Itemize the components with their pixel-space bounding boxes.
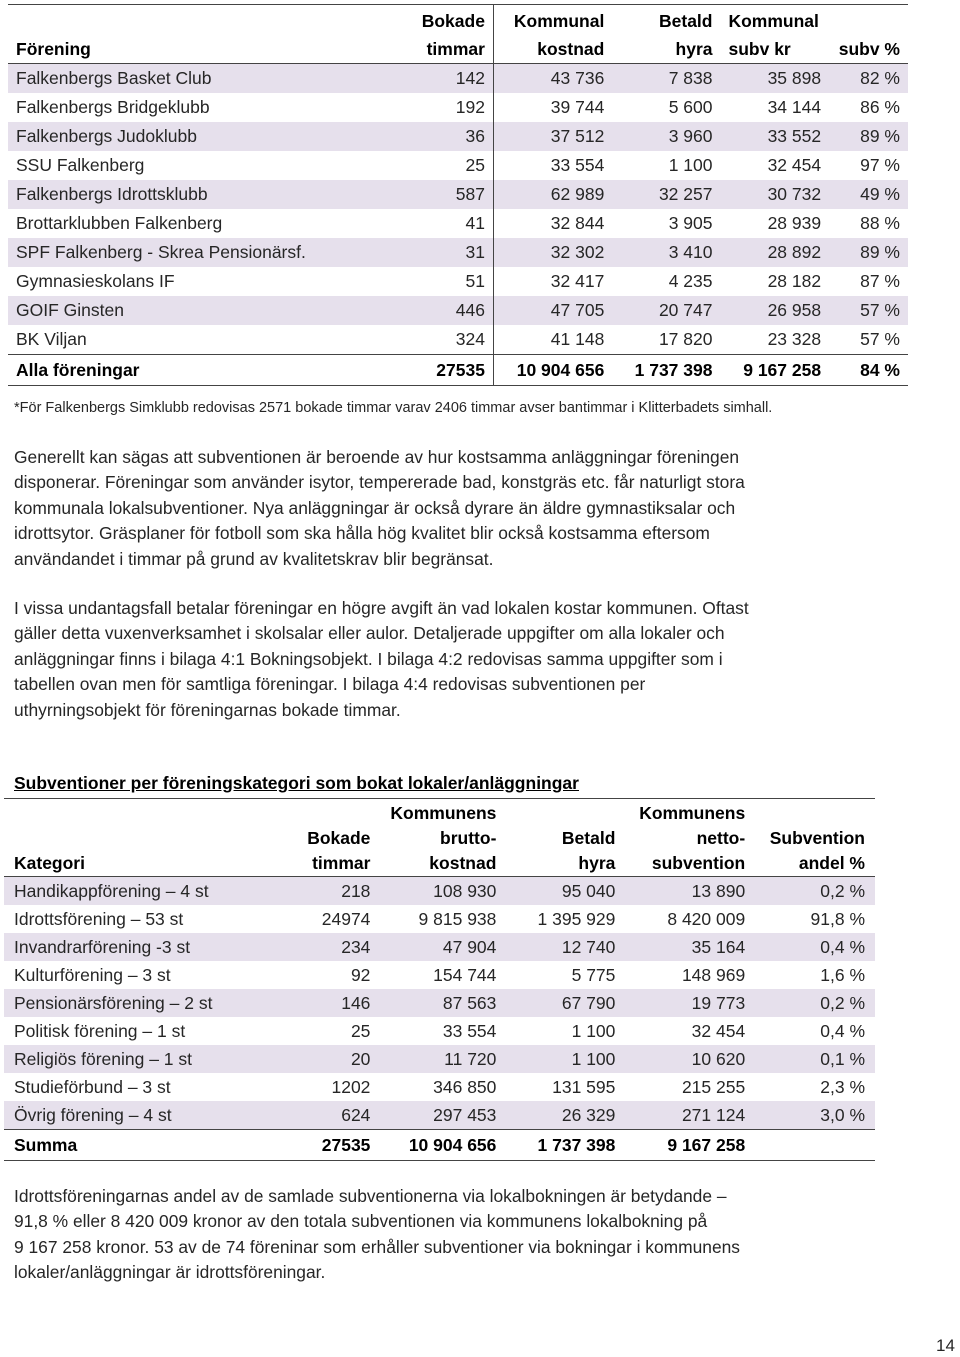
row-label: Pensionärsförening – 2 st [4, 989, 291, 1017]
table-row [4, 1101, 875, 1130]
header-betald-hyra: Betald hyra [506, 799, 625, 877]
row-label: Kulturförening – 3 st [14, 965, 171, 985]
table-row [8, 93, 908, 122]
row-value: 5 600 [668, 97, 713, 117]
header-brutto-kostnad: Kommunens brutto- kostnad [380, 799, 506, 877]
total-timmar: 27535 [412, 355, 493, 386]
row-value: 108 930 [380, 877, 506, 906]
row-value: 62 989 [493, 180, 612, 209]
row-value: 97 % [860, 155, 900, 175]
paragraph-idrottsforeningar: Idrottsföreningarnas andel av de samlade subventionerna via lokalbokningen är betydande – 91,8 % eller 8 420 009 kronor av den totala subventionen via kommunens lokalbokning på 9 167 258 kronor. 53 av de 74 föreninar som erhåller subventioner via bokningar i kommunens lokaler/anläggningar är idrottsföreningar. [14, 1186, 741, 1283]
row-value: 41 [412, 209, 493, 238]
row-value: 32 417 [550, 271, 605, 291]
row-value: 32 454 [691, 1021, 746, 1041]
total-subv-kr: 9 167 258 [720, 355, 829, 386]
row-value: 43 736 [493, 64, 612, 94]
row-value: 19 773 [625, 989, 755, 1017]
row-value: 0,4 % [820, 1021, 865, 1041]
row-value: 146 [291, 989, 381, 1017]
paragraph-undantagsfall: I vissa undantagsfall betalar föreningar en högre avgift än vad lokalen kostar kommunen. Oftast gäller detta vuxenverksamhet i skolsalar eller aulor. Detaljerade uppgifter om alla lokaler och anläggningar finns i bilaga 4:1 Bokningsobjekt. I bilaga 4:2 redovisas samma uppgifter som i tabellen ovan men för samtliga föreningar. I bilaga 4:4 redovisas subventionen per uthyrningsobjekt för föreningarnas bokade timmar. [14, 598, 749, 720]
row-value: 1 395 929 [537, 909, 616, 929]
row-value: 95 040 [506, 877, 625, 906]
row-value: 39 744 [550, 97, 605, 117]
row-value: 1 100 [571, 1021, 616, 1041]
row-label: GOIF Ginsten [8, 296, 412, 325]
row-value: 1,6 % [820, 965, 865, 985]
row-value: 7 838 [612, 64, 720, 94]
total-timmar: 27535 [291, 1130, 381, 1161]
row-value: 346 850 [433, 1077, 497, 1097]
row-value: 35 898 [720, 64, 829, 94]
table-row [8, 180, 908, 209]
row-value: 17 820 [658, 329, 713, 349]
row-value: 88 % [860, 213, 900, 233]
table-row [4, 1017, 875, 1045]
row-value: 0,2 % [755, 877, 875, 906]
table-row [8, 238, 908, 267]
row-label: Invandrarförening -3 st [4, 933, 291, 961]
row-label: Religiös förening – 1 st [4, 1045, 291, 1073]
row-value: 41 148 [550, 329, 605, 349]
table-row [8, 296, 908, 325]
association-subsidy-table [8, 4, 908, 386]
row-value: 20 747 [612, 296, 720, 325]
header-subvention-andel: Subvention andel % [755, 799, 875, 877]
row-label: Handikappförening – 4 st [4, 877, 291, 906]
row-value: 131 595 [552, 1077, 616, 1097]
row-value: 67 790 [506, 989, 625, 1017]
row-value: 587 [412, 180, 493, 209]
row-label: Gymnasieskolans IF [16, 271, 175, 291]
row-value: 33 554 [550, 155, 605, 175]
table-total-row [4, 1130, 875, 1161]
row-value: 1 100 [668, 155, 713, 175]
category-subsidy-table [4, 798, 875, 1161]
row-value: 57 % [860, 329, 900, 349]
row-value: 34 144 [767, 97, 822, 117]
row-value: 1 100 [506, 1045, 625, 1073]
row-value: 31 [412, 238, 493, 267]
row-value: 9 815 938 [418, 909, 497, 929]
row-value: 32 257 [612, 180, 720, 209]
row-value: 2,3 % [820, 1077, 865, 1097]
row-label: Studieförbund – 3 st [14, 1077, 171, 1097]
row-value: 28 892 [720, 238, 829, 267]
row-value: 11 720 [380, 1045, 506, 1073]
table-row [4, 1073, 875, 1101]
row-value: 324 [412, 325, 493, 355]
total-label: Summa [4, 1130, 291, 1161]
row-value: 142 [412, 64, 493, 94]
row-value: 33 554 [442, 1021, 497, 1041]
header-forening: Förening [8, 5, 412, 64]
table-header-row [8, 5, 908, 64]
table-header-row [4, 799, 875, 877]
row-label: SPF Falkenberg - Skrea Pensionärsf. [8, 238, 412, 267]
table-row [4, 905, 875, 933]
row-value: 0,4 % [755, 933, 875, 961]
table-row [8, 209, 908, 238]
row-value: 30 732 [720, 180, 829, 209]
header-bokade-timmar: Bokade timmar [291, 799, 381, 877]
header-subv-pct: subv % [829, 5, 908, 64]
row-value: 86 % [860, 97, 900, 117]
row-value: 3 410 [612, 238, 720, 267]
row-label: SSU Falkenberg [16, 155, 145, 175]
row-value: 0,2 % [755, 989, 875, 1017]
row-value: 215 255 [681, 1077, 746, 1097]
header-kategori: Kategori [4, 799, 291, 877]
row-value: 148 969 [681, 965, 746, 985]
row-value: 47 904 [380, 933, 506, 961]
row-value: 87 % [860, 271, 900, 291]
row-label: Falkenbergs Judoklubb [8, 122, 412, 151]
header-betald-hyra: Betald hyra [612, 5, 720, 64]
row-value: 3,0 % [755, 1101, 875, 1130]
footnote: *För Falkenbergs Simklubb redovisas 2571 bokade timmar varav 2406 timmar avser bantimmar i Klitterbadets simhall. [14, 400, 773, 416]
row-label: BK Viljan [16, 329, 87, 349]
page-number: 14 [936, 1336, 955, 1355]
row-label: Idrottsförening – 53 st [14, 909, 184, 929]
row-value: 89 % [829, 122, 908, 151]
row-value: 5 775 [571, 965, 616, 985]
row-value: 89 % [829, 238, 908, 267]
row-value: 192 [412, 93, 493, 122]
header-kommunal-kostnad: Kommunal kostnad [493, 5, 612, 64]
row-label: Brottarklubben Falkenberg [16, 213, 223, 233]
row-value: 271 124 [625, 1101, 755, 1130]
row-value: 25 [350, 1021, 371, 1041]
row-value: 234 [291, 933, 381, 961]
table-row [4, 933, 875, 961]
header-netto-subvention: Kommunens netto- subvention [625, 799, 755, 877]
total-andel [755, 1130, 875, 1161]
row-value: 37 512 [493, 122, 612, 151]
header-kommunal-subv-kr: Kommunal subv kr [720, 5, 829, 64]
header-bokade-timmar: Bokade timmar [412, 5, 493, 64]
row-value: 49 % [829, 180, 908, 209]
row-label: Falkenbergs Bridgeklubb [16, 97, 210, 117]
row-value: 23 328 [767, 329, 822, 349]
row-value: 91,8 % [810, 909, 865, 929]
row-value: 3 960 [612, 122, 720, 151]
table-row [4, 989, 875, 1017]
paragraph-generellt: Generellt kan sägas att subventionen är beroende av hur kostsamma anläggningar föreningen disponerar. Föreningar som använder isytor, tempererade bad, konstgräs etc. får naturligt stora kommunala lokalsubventioner. Nya anläggningar är också dyrare än äldre gymnastiksalar och idrottsytor. Gräsplaner för fotboll som ska hålla hög kvalitet blir också kostsamma eftersom användandet i timmar på grund av kvalitetskrav blir begränsat. [14, 447, 745, 569]
table-row [8, 151, 908, 180]
table-total-row [8, 355, 908, 386]
row-value: 3 905 [668, 213, 713, 233]
row-value: 8 420 009 [667, 909, 746, 929]
row-value: 28 939 [767, 213, 822, 233]
row-value: 624 [291, 1101, 381, 1130]
table-row [8, 64, 908, 94]
total-netto: 9 167 258 [625, 1130, 755, 1161]
table-row [8, 267, 908, 296]
row-value: 25 [412, 151, 493, 180]
total-label: Alla föreningar [8, 355, 412, 386]
row-value: 26 329 [506, 1101, 625, 1130]
row-value: 218 [291, 877, 381, 906]
row-value: 446 [412, 296, 493, 325]
row-label: Falkenbergs Idrottsklubb [8, 180, 412, 209]
row-value: 297 453 [380, 1101, 506, 1130]
total-hyra: 1 737 398 [506, 1130, 625, 1161]
row-label: Övrig förening – 4 st [4, 1101, 291, 1130]
row-value: 82 % [829, 64, 908, 94]
row-value: 0,1 % [755, 1045, 875, 1073]
row-value: 32 302 [493, 238, 612, 267]
row-value: 87 563 [380, 989, 506, 1017]
row-value: 24974 [321, 909, 371, 929]
row-value: 32 454 [767, 155, 822, 175]
row-value: 154 744 [433, 965, 497, 985]
row-value: 26 958 [720, 296, 829, 325]
table-row [8, 325, 908, 355]
table-row [4, 1045, 875, 1073]
total-kostnad: 10 904 656 [493, 355, 612, 386]
row-value: 51 [412, 267, 493, 296]
row-value: 92 [350, 965, 371, 985]
row-value: 20 [291, 1045, 381, 1073]
table-row [4, 961, 875, 989]
row-value: 1202 [331, 1077, 371, 1097]
total-brutto: 10 904 656 [380, 1130, 506, 1161]
row-value: 32 844 [550, 213, 605, 233]
row-value: 33 552 [720, 122, 829, 151]
table-row [8, 122, 908, 151]
row-value: 35 164 [625, 933, 755, 961]
total-hyra: 1 737 398 [612, 355, 720, 386]
row-value: 4 235 [668, 271, 713, 291]
row-value: 47 705 [493, 296, 612, 325]
total-subv-pct: 84 % [829, 355, 908, 386]
table-row [4, 877, 875, 906]
row-value: 10 620 [625, 1045, 755, 1073]
section-title: Subventioner per föreningskategori som bokat lokaler/anläggningar [14, 773, 579, 793]
row-label: Politisk förening – 1 st [14, 1021, 186, 1041]
row-label: Falkenbergs Basket Club [8, 64, 412, 94]
row-value: 36 [412, 122, 493, 151]
row-value: 28 182 [767, 271, 822, 291]
row-value: 12 740 [506, 933, 625, 961]
row-value: 57 % [829, 296, 908, 325]
row-value: 13 890 [625, 877, 755, 906]
